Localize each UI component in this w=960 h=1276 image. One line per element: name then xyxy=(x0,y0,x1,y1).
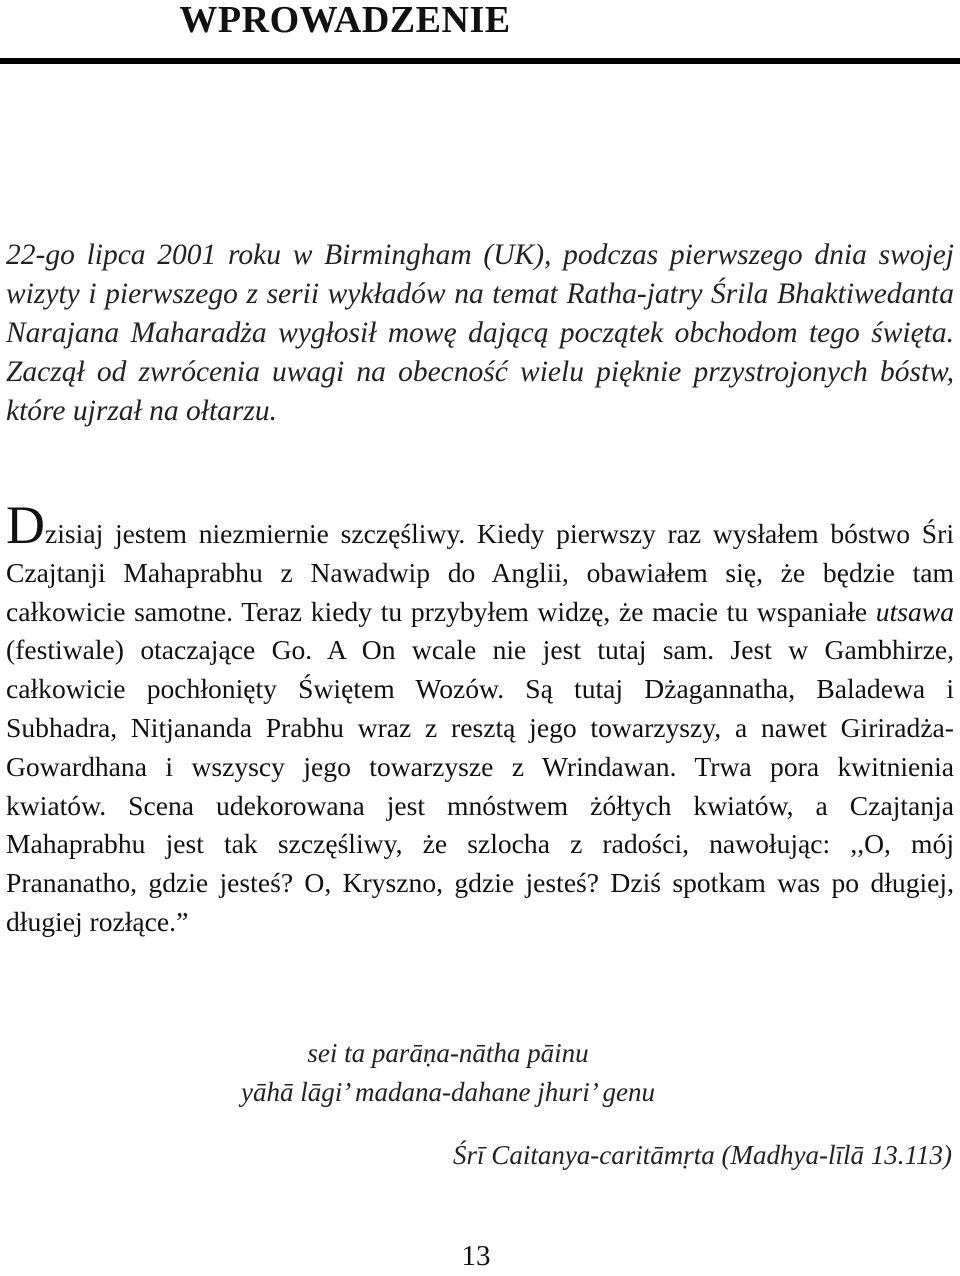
main-text-part1: zisiaj jestem niezmiernie szczęśliwy. Kiedy pierwszy raz wysłałem bóstwo Śri Czajtanji Mahaprabhu z Nawadwip do Anglii, obawiałem się, że będzie tam całkowicie samotne. Teraz kiedy tu przybyłem widzę, że macie tu wspaniałe xyxy=(6,518,954,627)
verse-line-1: sei ta parāṇa-nātha pāinu xyxy=(307,1038,589,1068)
intro-paragraph: 22-go lipca 2001 roku w Birmingham (UK), podczas pierwszego dnia swojej wizyty i pierwszego z serii wykładów na temat Ratha-jatry Śrila Bhaktiwedanta Narajana Maharadża wygłosił mowę dającą początek obchodom tego święta. Zaczął od zwrócenia uwagi na obecność wielu pięknie przystrojonych bóstw, które ujrzał na ołtarzu. xyxy=(6,239,954,427)
main-paragraph xyxy=(6,495,954,942)
page-title: WPROWADZENIE xyxy=(179,0,511,41)
page-number: 13 xyxy=(461,1240,491,1272)
title-underline xyxy=(0,58,960,64)
drop-cap: D xyxy=(6,495,45,555)
italic-term: utsawa xyxy=(875,595,954,627)
main-text-part2: (festiwale) otaczające Go. A On wcale nie jest tutaj sam. Jest w Gambhirze, całkowicie pochłonięty Świętem Wozów. Są tutaj Dżagannatha, Baladewa i Subhadra, Nitjananda Prabhu wraz z resztą jego towarzyszy, a nawet Giriradża-Gowardhana i wszyscy jego towarzysze z Wrindawan. Trwa pora kwitnienia kwiatów. Scena udekorowana jest mnóstwem żółtych kwiatów, a Czajtanja Mahaprabhu jest tak szczęśliwy, że szlocha z radości, nawołując: ,,O, mój Prananatho, gdzie jesteś? O, Kryszno, gdzie jesteś? Dziś spotkam was po długiej, długiej rozłące.” xyxy=(6,634,954,937)
verse-source: Śrī Caitanya-caritāmṛta (Madhya-līlā 13.113) xyxy=(453,1140,952,1170)
verse-line-2: yāhā lāgi’ madana-dahane jhuri’ genu xyxy=(241,1077,655,1107)
